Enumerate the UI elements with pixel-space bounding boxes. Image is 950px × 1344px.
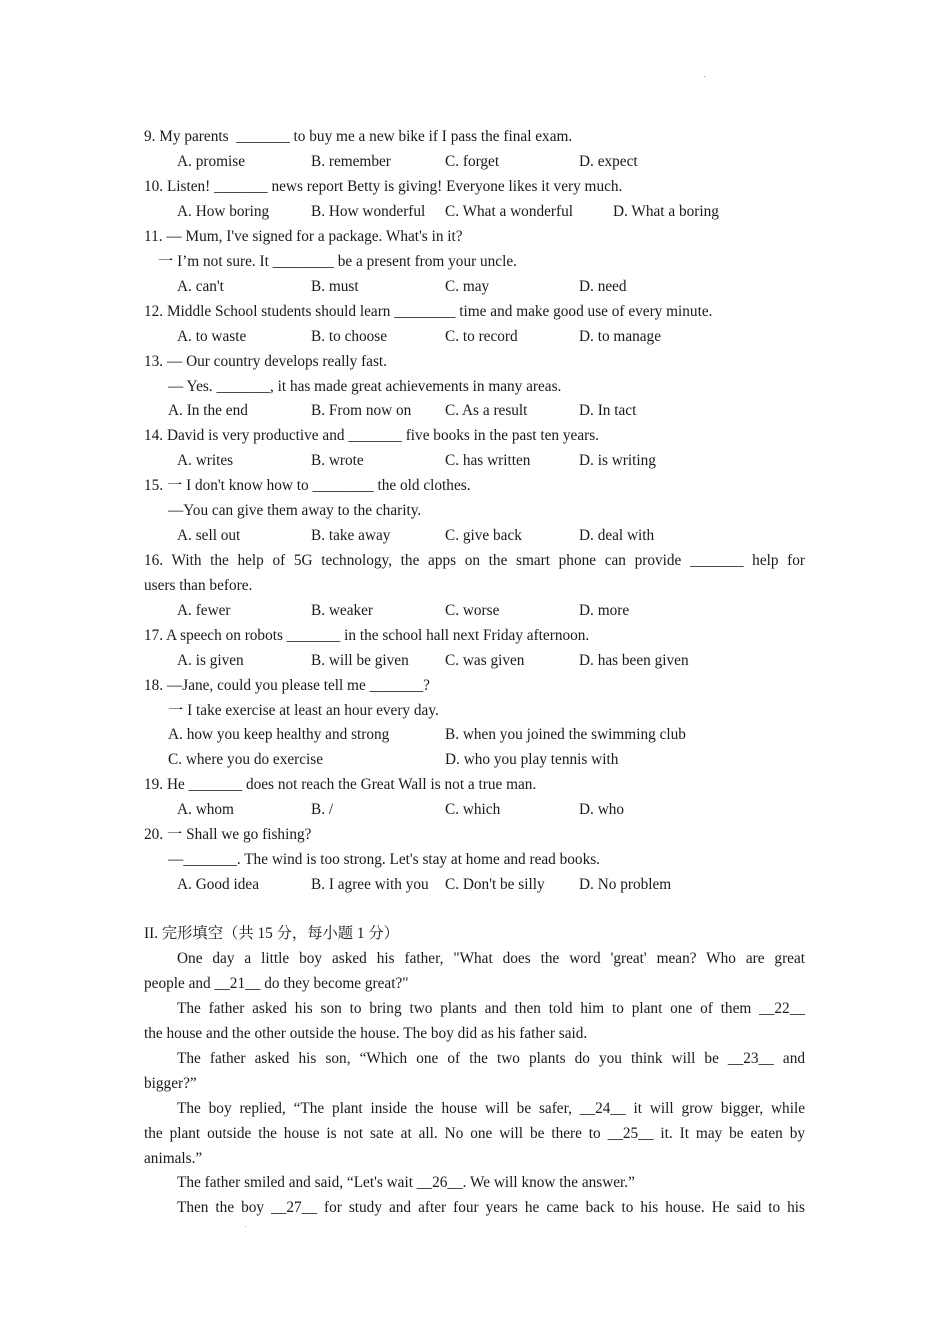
q20-option-b: B. I agree with you xyxy=(311,876,429,893)
q13-option-b: B. From now on xyxy=(311,402,412,419)
question-15-reply: —You can give them away to the charity. xyxy=(168,502,422,519)
question-11-stem: 11. — Mum, I've signed for a package. What's in it? xyxy=(144,228,463,245)
q20-option-c: C. Don't be silly xyxy=(445,876,545,893)
passage-p3-line2: bigger?” xyxy=(144,1075,197,1092)
q10-option-b: B. How wonderful xyxy=(311,203,426,220)
q9-option-b: B. remember xyxy=(311,153,391,170)
question-18-stem: 18. —Jane, could you please tell me _______? xyxy=(144,677,430,694)
q18-option-c: C. where you do exercise xyxy=(168,751,324,768)
question-16-stem-continued: users than before. xyxy=(144,577,253,594)
passage-p2-line2: the house and the other outside the house. The boy did as his father said. xyxy=(144,1025,588,1042)
q19-option-a: A. whom xyxy=(177,801,234,818)
q14-option-d: D. is writing xyxy=(579,452,656,469)
q19-option-b: B. / xyxy=(311,801,334,818)
q15-option-a: A. sell out xyxy=(177,527,241,544)
scan-speck xyxy=(704,76,705,77)
q16-option-a: A. fewer xyxy=(177,602,231,619)
q19-option-c: C. which xyxy=(445,801,501,818)
q16-option-b: B. weaker xyxy=(311,602,374,619)
passage-p1-line2: people and __21__ do they become great?" xyxy=(144,975,409,992)
q18-option-a: A. how you keep healthy and strong xyxy=(168,726,390,743)
passage-p6-line1: Then the boy __27__ for study and after four years he came back to his house. He said to his xyxy=(177,1199,805,1216)
q15-option-d: D. deal with xyxy=(579,527,655,544)
q11-option-b: B. must xyxy=(311,278,359,295)
question-16-stem: 16. With the help of 5G technology, the apps on the smart phone can provide _______ help for xyxy=(144,552,805,569)
q14-option-b: B. wrote xyxy=(311,452,364,469)
q20-option-d: D. No problem xyxy=(579,876,672,893)
q10-option-d: D. What a boring xyxy=(613,203,719,220)
q11-option-c: C. may xyxy=(445,278,490,295)
q15-option-c: C. give back xyxy=(445,527,522,544)
q17-option-d: D. has been given xyxy=(579,652,689,669)
q13-option-c: C. As a result xyxy=(445,402,528,419)
q9-option-a: A. promise xyxy=(177,153,245,170)
passage-p4-line3: animals.” xyxy=(144,1150,203,1167)
passage-p3-line1: The father asked his son, “Which one of the two plants do you think will be __23__ and xyxy=(177,1050,805,1067)
q9-option-c: C. forget xyxy=(445,153,500,170)
passage-p1-line1: One day a little boy asked his father, "What does the word 'great' mean? Who are great xyxy=(177,950,805,967)
q16-option-c: C. worse xyxy=(445,602,500,619)
question-13-stem: 13. — Our country develops really fast. xyxy=(144,353,387,370)
q11-option-a: A. can't xyxy=(177,278,224,295)
question-20-reply: —_______. The wind is too strong. Let's stay at home and read books. xyxy=(168,851,601,868)
q14-option-a: A. writes xyxy=(177,452,234,469)
scan-speck-bottom xyxy=(245,1226,246,1227)
question-15-stem: 15. 一 I don't know how to ________ the old clothes. xyxy=(144,477,471,494)
q12-option-a: A. to waste xyxy=(177,328,247,345)
q11-option-d: D. need xyxy=(579,278,627,295)
q18-option-d: D. who you play tennis with xyxy=(445,751,619,768)
passage-p2-line1: The father asked his son to bring two plants and then told him to plant one of them __22__ xyxy=(177,1000,805,1017)
section-2-heading: II. 完形填空（共 15 分，每小题 1 分） xyxy=(144,925,399,942)
question-9-stem: 9. My parents _______ to buy me a new bike if I pass the final exam. xyxy=(144,128,573,145)
passage-p5: The father smiled and said, “Let's wait __26__. We will know the answer.” xyxy=(177,1174,635,1191)
question-18-reply: 一 I take exercise at least an hour every day. xyxy=(168,702,439,719)
q13-option-a: A. In the end xyxy=(168,402,248,419)
question-13-reply: — Yes. _______, it has made great achievements in many areas. xyxy=(168,378,562,395)
q20-option-a: A. Good idea xyxy=(177,876,259,893)
q17-option-b: B. will be given xyxy=(311,652,409,669)
q14-option-c: C. has written xyxy=(445,452,531,469)
q10-option-a: A. How boring xyxy=(177,203,270,220)
question-11-reply: 一 I’m not sure. It ________ be a present from your uncle. xyxy=(158,253,517,270)
q12-option-c: C. to record xyxy=(445,328,518,345)
q16-option-d: D. more xyxy=(579,602,630,619)
q17-option-a: A. is given xyxy=(177,652,244,669)
q12-option-d: D. to manage xyxy=(579,328,661,345)
q12-option-b: B. to choose xyxy=(311,328,388,345)
q13-option-d: D. In tact xyxy=(579,402,637,419)
q15-option-b: B. take away xyxy=(311,527,391,544)
question-10-stem: 10. Listen! _______ news report Betty is giving! Everyone likes it very much. xyxy=(144,178,623,195)
q10-option-c: C. What a wonderful xyxy=(445,203,574,220)
q17-option-c: C. was given xyxy=(445,652,525,669)
q9-option-d: D. expect xyxy=(579,153,638,170)
question-20-stem: 20. 一 Shall we go fishing? xyxy=(144,826,312,843)
question-12-stem: 12. Middle School students should learn ________ time and make good use of every minute. xyxy=(144,303,713,320)
passage-p4-line2: the plant outside the house is not sate at all. No one will be there to __25__ it. It may be eaten by xyxy=(144,1125,805,1142)
q19-option-d: D. who xyxy=(579,801,625,818)
question-17-stem: 17. A speech on robots _______ in the school hall next Friday afternoon. xyxy=(144,627,590,644)
question-19-stem: 19. He _______ does not reach the Great Wall is not a true man. xyxy=(144,776,537,793)
passage-p4-line1: The boy replied, “The plant inside the house will be safer, __24__ it will grow bigger, while xyxy=(177,1100,805,1117)
q18-option-b: B. when you joined the swimming club xyxy=(445,726,686,743)
question-14-stem: 14. David is very productive and _______ five books in the past ten years. xyxy=(144,427,599,444)
